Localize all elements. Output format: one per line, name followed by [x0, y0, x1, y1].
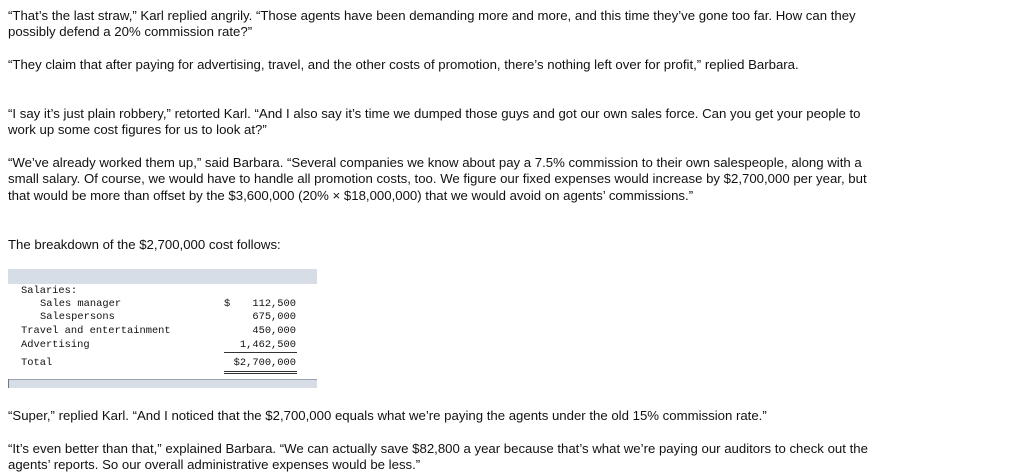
- row-label-advertising: Advertising: [21, 339, 90, 351]
- row-label-sales-manager: Sales manager: [40, 298, 122, 310]
- paragraph-6: “Super,” replied Karl. “And I noticed that the $2,700,000 equals what we’re paying the agents under the old 15% commission rate.”: [8, 408, 767, 423]
- paragraph-1: “That’s the last straw,” Karl replied angrily. “Those agents have been demanding more and more, and this time they’ve gone too far. How can they possibly defend a 20% commission rate?”: [8, 8, 856, 40]
- subtotal-underline: [224, 352, 297, 353]
- total-underline-2: [224, 373, 297, 374]
- row-amount-advertising: 1,462,500: [239, 339, 296, 351]
- paragraph-5: The breakdown of the $2,700,000 cost follows:: [8, 237, 281, 252]
- salaries-label: Salaries:: [21, 285, 78, 297]
- table-header-bar: [8, 269, 317, 284]
- row-label-salespersons: Salespersons: [40, 311, 115, 323]
- row-label-travel: Travel and entertainment: [21, 325, 171, 337]
- total-underline-1: [224, 371, 297, 372]
- paragraph-7: “It’s even better than that,” explained Barbara. “We can actually save $82,800 a year because that’s what we’re paying our auditors to check out the agents’ reports. So our overall administrative expenses would be less.”: [8, 441, 868, 473]
- row-amount-salespersons: 675,000: [252, 311, 296, 323]
- paragraph-3: “I say it’s just plain robbery,” retorted Karl. “And I also say it’s time we dumped those guys and got our own sales force. Can you get your people to work up some cost figures for us to look at?”: [8, 106, 861, 138]
- total-label: Total: [21, 357, 53, 369]
- table-footer-tick: [8, 379, 9, 388]
- row-amount-sales-manager: 112,500: [252, 298, 296, 310]
- row-amount-travel: 450,000: [252, 325, 296, 337]
- paragraph-4: “We’ve already worked them up,” said Barbara. “Several companies we know about pay a 7.5% commission to their own salespeople, along with a small salary. Of course, we would have to handle all promotion costs, too. We figure our fixed expenses would increase by $2,700,000 per year, but that would be more than offset by the $3,600,000 (20% × $18,000,000) that we would avoid on agents’ commissions.”: [8, 155, 867, 203]
- table-footer-bar: [8, 379, 317, 388]
- row-dollar-sign: $: [224, 298, 231, 310]
- paragraph-2: “They claim that after paying for advertising, travel, and the other costs of promotion, there’s nothing left over for profit,” replied Barbara.: [8, 57, 799, 72]
- cost-breakdown-table: [8, 269, 317, 388]
- total-amount: $2,700,000: [233, 357, 296, 369]
